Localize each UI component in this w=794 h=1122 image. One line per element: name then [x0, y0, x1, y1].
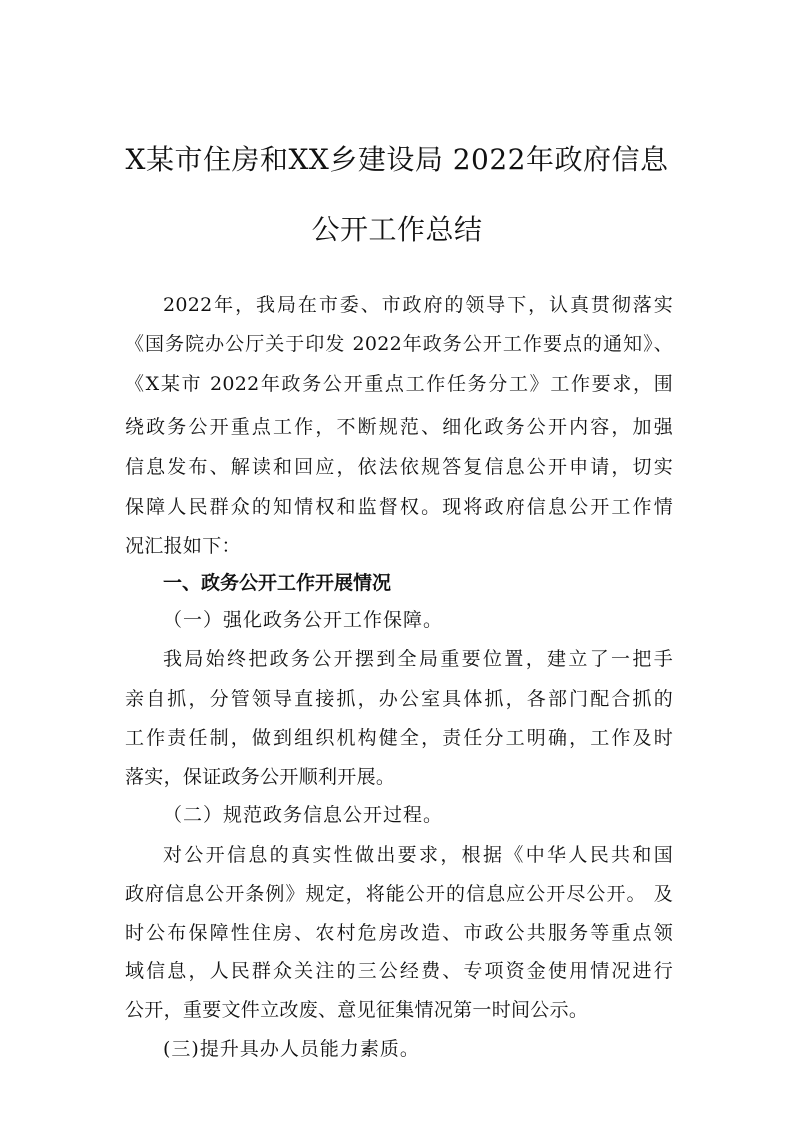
body-line: 落实，保证政务公开顺利开展。 [125, 766, 396, 788]
document-title-line-2: 公开工作总结 [311, 213, 483, 246]
intro-line: 信息发布、解读和回应，依法依规答复信息公开申请，切实 [125, 456, 673, 478]
body-line: 亲自抓，分管领导直接抓，办公室具体抓，各部门配合抓的 [125, 688, 673, 710]
body-line: 我局始终把政务公开摆到全局重要位置，建立了一把手 [163, 648, 673, 670]
intro-line: 况汇报如下： [125, 535, 241, 557]
document-title-line-1: X某市住房和XX乡建设局 2022年政府信息 [125, 143, 669, 176]
body-line: 工作责任制，做到组织机构健全，责任分工明确，工作及时 [125, 727, 673, 749]
body-line: 政府信息公开条例》规定，将能公开的信息应公开尽公开。 及 [125, 883, 673, 905]
intro-line: 2022年，我局在市委、市政府的领导下，认真贯彻落实 [163, 294, 673, 316]
subsection-heading: （一）强化政务公开工作保障。 [163, 609, 444, 631]
intro-line: 《国务院办公厅关于印发 2022年政务公开工作要点的通知》、 [125, 333, 673, 355]
body-line: 时公布保障性住房、农村危房改造、市政公共服务等重点领 [125, 922, 673, 944]
body-line: 公开，重要文件立改废、意见征集情况第一时间公示。 [125, 999, 589, 1021]
intro-line: 保障人民群众的知情权和监督权。现将政府信息公开工作情 [125, 496, 673, 518]
subsection-heading: （二）规范政务信息公开过程。 [163, 804, 444, 826]
section-heading: 一、政务公开工作开展情况 [163, 572, 392, 594]
body-line: 对公开信息的真实性做出要求，根据《中华人民共和国 [163, 844, 673, 866]
subsection-heading: (三)提升具办人员能力素质。 [163, 1038, 420, 1060]
body-line: 域信息，人民群众关注的三公经费、专项资金使用情况进行 [125, 960, 673, 982]
intro-line: 绕政务公开重点工作，不断规范、细化政务公开内容，加强 [125, 416, 673, 438]
intro-line: 《X某市 2022年政务公开重点工作任务分工》工作要求，围 [125, 373, 673, 395]
